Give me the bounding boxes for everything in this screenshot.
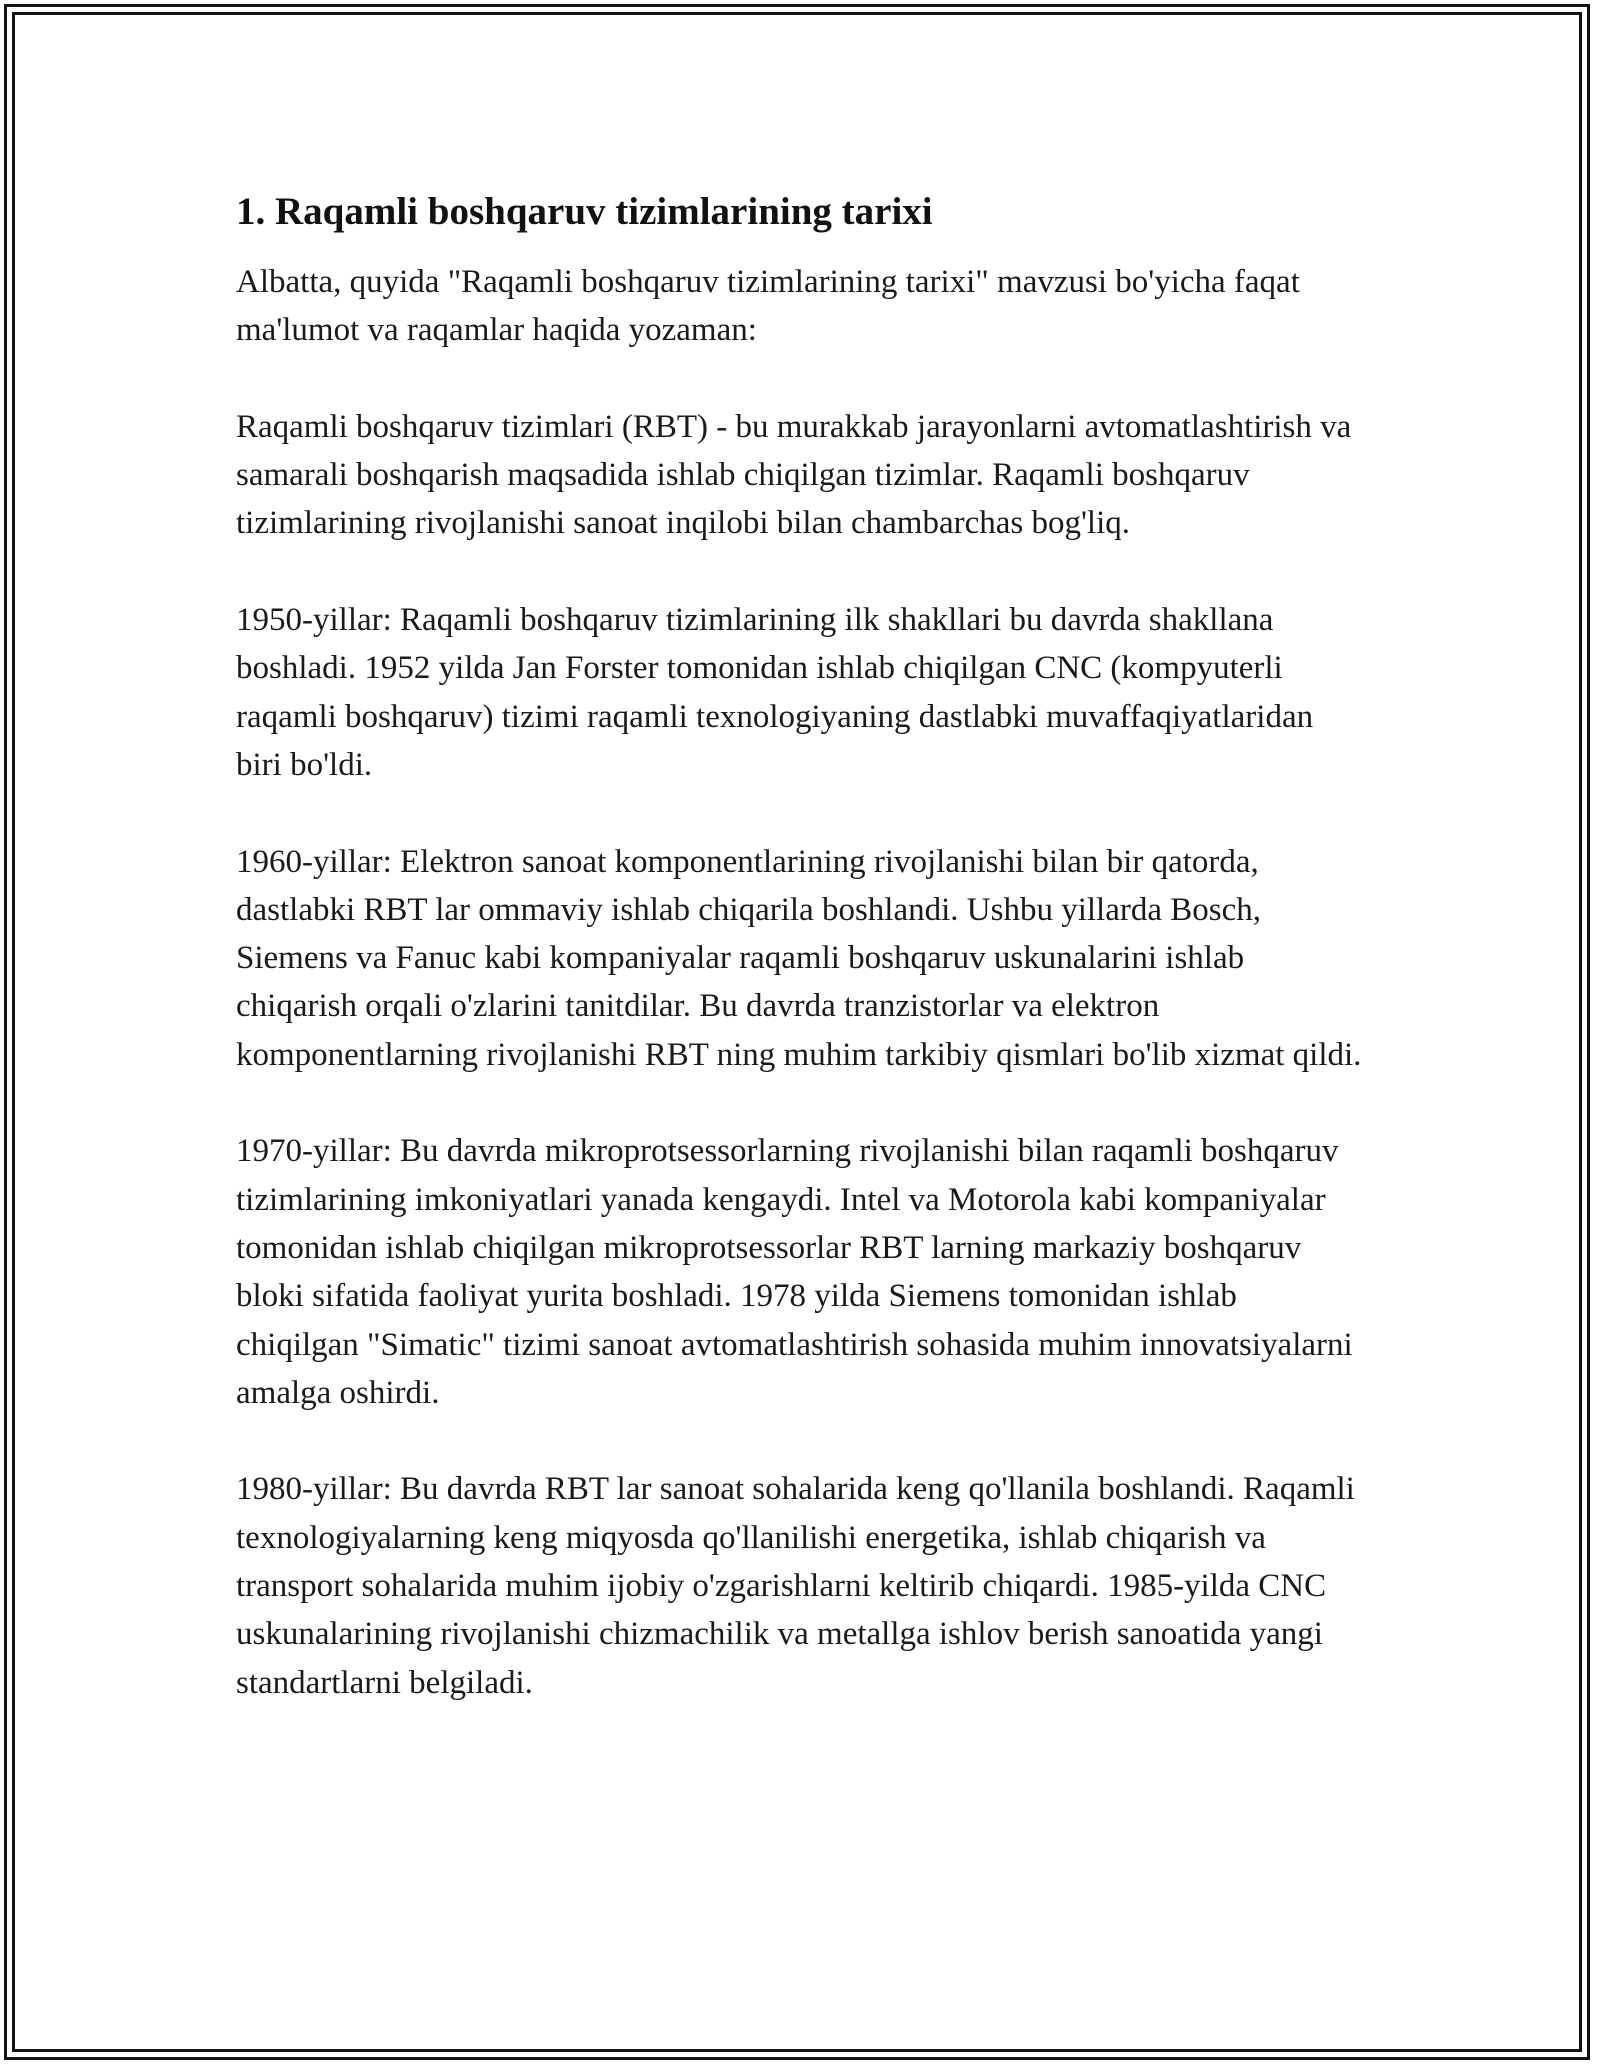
document-body bbox=[236, 188, 1366, 1755]
definition-paragraph: Raqamli boshqaruv tizimlari (RBT) - bu murakkab jarayonlarni avtomatlashtirish va samarali boshqarish maqsadida ishlab chiqilgan tizimlar. Raqamli boshqaruv tizimlarining rivojlanishi sanoat inqilobi bilan chambarchas bog'liq. bbox=[236, 408, 1352, 542]
intro-paragraph: Albatta, quyida "Raqamli boshqaruv tizimlarining tarixi" mavzusi bo'yicha faqat ma'lumot va raqamlar haqida yozaman: bbox=[236, 264, 1300, 349]
paragraph-1970s: 1970-yillar: Bu davrda mikroprotsessorlarning rivojlanishi bilan raqamli boshqaruv tizimlarining imkoniyatlari yanada kengaydi. Intel va Motorola kabi kompaniyalar tomonidan ishlab chiqilgan mikroprotsessorlar RBT larning markaziy boshqaruv bloki sifatida faoliyat yurita boshladi. 1978 yilda Siemens tomonidan ishlab chiqilgan "Simatic" tizimi sanoat avtomatlashtirish sohasida muhim innovatsiyalarni amalga oshirdi. bbox=[236, 1133, 1353, 1411]
paragraph-1950s: 1950-yillar: Raqamli boshqaruv tizimlarining ilk shakllari bu davrda shakllana boshladi. 1952 yilda Jan Forster tomonidan ishlab chiqilgan CNC (kompyuterli raqamli boshqaruv) tizimi raqamli texnologiyaning dastlabki muvaffaqiyatlaridan biri bo'ldi. bbox=[236, 602, 1314, 783]
paragraph-1960s: 1960-yillar: Elektron sanoat komponentlarining rivojlanishi bilan bir qatorda, dastlabki RBT lar ommaviy ishlab chiqarila boshlandi. Ushbu yillarda Bosch, Siemens va Fanuc kabi kompaniyalar raqamli boshqaruv uskunalarini ishlab chiqarish orqali o'zlarini tanitdilar. Bu davrda tranzistorlar va elektron komponentlarning rivojlanishi RBT ning muhim tarkibiy qismlari bo'lib xizmat qildi. bbox=[236, 843, 1362, 1073]
paragraph-1980s: 1980-yillar: Bu davrda RBT lar sanoat sohalarida keng qo'llanila boshlandi. Raqamli texnologiyalarning keng miqyosda qo'llanilishi energetika, ishlab chiqarish va transport sohalarida muhim ijobiy o'zgarishlarni keltirib chiqardi. 1985-yilda CNC uskunalarining rivojlanishi chizmachilik va metallga ishlov berish sanoatida yangi standartlarni belgiladi. bbox=[236, 1471, 1355, 1701]
page-title: 1. Raqamli boshqaruv tizimlarining tarixi bbox=[236, 190, 933, 233]
